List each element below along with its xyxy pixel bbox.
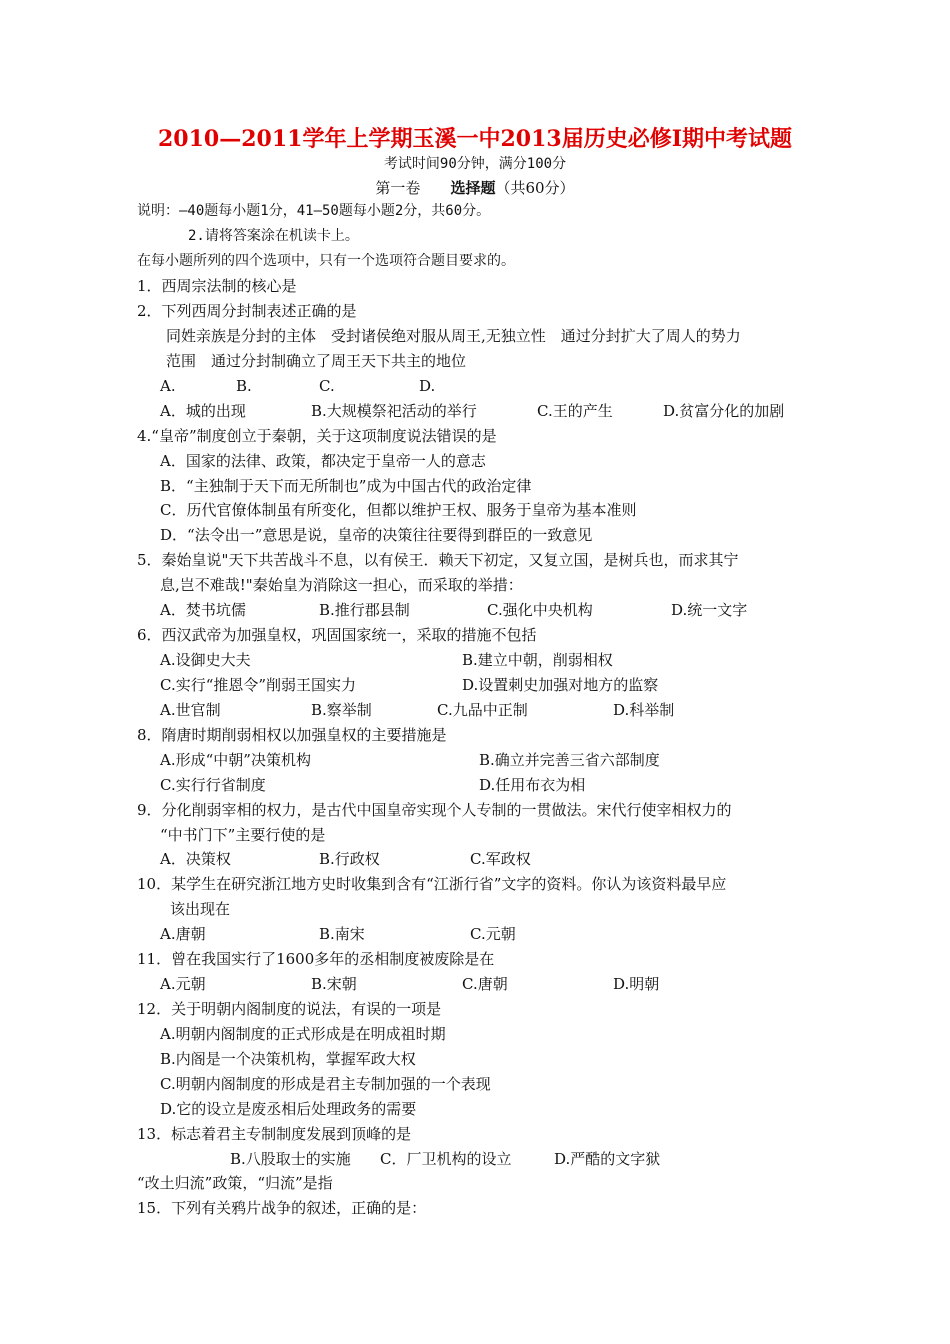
question-12-option-d: D.它的设立是废丞相后处理政务的需要 <box>160 1100 417 1118</box>
question-5-option-a: A．焚书坑儒 <box>160 601 246 619</box>
question-10-line-1: 10．某学生在研究浙江地方史时收集到含有“江浙行省”文字的资料。你认为该资料最早应 <box>137 875 727 893</box>
question-10-option-b: B.南宋 <box>319 925 365 943</box>
question-8-option-a: A.形成“中朝”决策机构 <box>160 751 311 769</box>
question-8-option-c: C.实行行省制度 <box>160 776 266 794</box>
question-5-line-2: 息,岂不难哉!"秦始皇为消除这一担心，而采取的举措： <box>160 576 523 594</box>
question-6-option-a: A.设御史大夫 <box>160 651 251 669</box>
question-11-option-d: D.明朝 <box>613 975 660 993</box>
section-prefix: 第一卷 <box>375 179 421 197</box>
question-6-option-d: D.设置刺史加强对地方的监察 <box>462 676 659 694</box>
question-13-option-d: D.严酷的文字狱 <box>554 1150 661 1168</box>
question-9-line-2: “中书门下”主要行使的是 <box>160 826 326 844</box>
question-3-option-d: D.贫富分化的加剧 <box>663 402 785 420</box>
instruction-3: 在每小题所列的四个选项中，只有一个选项符合题目要求的。 <box>137 253 515 269</box>
section-suffix: （共60分） <box>495 179 575 197</box>
question-12-option-b: B.内阁是一个决策机构，掌握军政大权 <box>160 1050 416 1068</box>
question-10-option-c: C.元朝 <box>470 925 516 943</box>
question-5-line-1: 5．秦始皇说"天下共苦战斗不息，以有侯王．赖天下初定，又复立国，是树兵也，而求其宁 <box>137 551 739 569</box>
question-9-line-1: 9．分化削弱宰相的权力，是古代中国皇帝实现个人专制的一贯做法。宋代行使宰相权力的 <box>137 801 732 819</box>
question-9-option-c: C.军政权 <box>470 850 531 868</box>
exam-subtitle: 考试时间90分钟，满分100分 <box>383 156 567 172</box>
question-5-option-b: B.推行郡县制 <box>319 601 410 619</box>
question-4: 4.“皇帝”制度创立于秦朝，关于这项制度说法错误的是 <box>137 427 497 445</box>
question-10-option-a: A.唐朝 <box>160 925 206 943</box>
question-13: 13．标志着君主专制制度发展到顶峰的是 <box>137 1125 412 1143</box>
question-2-statement-line-2: 范围 通过分封制确立了周王天下共主的地位 <box>166 352 467 370</box>
question-8-option-b: B.确立并完善三省六部制度 <box>479 751 660 769</box>
instruction-1: 说明：—40题每小题1分，41—50题每小题2分，共60分。 <box>137 203 491 219</box>
question-3-option-c: C.王的产生 <box>537 402 613 420</box>
section-name: 选择题 <box>450 179 496 197</box>
section-heading <box>0 177 950 198</box>
question-13-option-c: C．厂卫机构的设立 <box>380 1150 512 1168</box>
question-8: 8．隋唐时期削弱相权以加强皇权的主要措施是 <box>137 726 447 744</box>
question-9-option-a: A．决策权 <box>160 850 231 868</box>
question-2-option-c: C. <box>319 377 335 395</box>
question-12-option-c: C.明朝内阁制度的形成是君主专制加强的一个表现 <box>160 1075 491 1093</box>
question-2-option-b: B. <box>236 377 252 395</box>
question-4-option-b: B．“主独制于天下而无所制也”成为中国古代的政治定律 <box>160 477 532 495</box>
question-6: 6．西汉武帝为加强皇权，巩固国家统一，采取的措施不包括 <box>137 626 537 644</box>
exam-title: 2010—2011学年上学期玉溪一中2013届历史必修Ⅰ期中考试题 <box>158 126 792 152</box>
question-10-line-2: 该出现在 <box>170 900 231 918</box>
question-11-option-a: A.元朝 <box>160 975 206 993</box>
question-15: 15．下列有关鸦片战争的叙述，正确的是： <box>137 1199 427 1217</box>
question-5-option-c: C.强化中央机构 <box>487 601 593 619</box>
question-11-option-b: B.宋朝 <box>311 975 357 993</box>
question-5-option-d: D.统一文字 <box>671 601 748 619</box>
question-1: 1．西周宗法制的核心是 <box>137 277 297 295</box>
question-12-option-a: A.明朝内阁制度的正式形成是在明成祖时期 <box>160 1025 446 1043</box>
question-4-option-a: A．国家的法律、政策，都决定于皇帝一人的意志 <box>160 452 486 470</box>
question-2-statement-line-1: 同姓亲族是分封的主体 受封诸侯绝对服从周王,无独立性 通过分封扩大了周人的势力 <box>166 327 741 345</box>
question-6-option-c: C.实行“推恩令”削弱王国实力 <box>160 676 357 694</box>
question-7-option-c: C.九品中正制 <box>437 701 528 719</box>
question-12: 12．关于明朝内阁制度的说法，有误的一项是 <box>137 1000 442 1018</box>
question-14: “改土归流”政策，“归流”是指 <box>137 1174 333 1192</box>
question-7-option-a: A.世官制 <box>160 701 221 719</box>
question-11: 11．曾在我国实行了1600多年的丞相制度被废除是在 <box>137 950 495 968</box>
question-4-option-d: D．“法令出一”意思是说，皇帝的决策往往要得到群臣的一致意见 <box>160 526 593 544</box>
question-11-option-c: C.唐朝 <box>462 975 508 993</box>
question-3-option-b: B.大规模祭祀活动的举行 <box>311 402 477 420</box>
question-7-option-d: D.科举制 <box>613 701 675 719</box>
question-9-option-b: B.行政权 <box>319 850 380 868</box>
question-7-option-b: B.察举制 <box>311 701 372 719</box>
question-13-option-b: B.八股取士的实施 <box>230 1150 351 1168</box>
question-3-option-a: A．城的出现 <box>160 402 246 420</box>
question-8-option-d: D.任用布衣为相 <box>479 776 586 794</box>
question-2: 2．下列西周分封制表述正确的是 <box>137 302 357 320</box>
instruction-2: 2.请将答案涂在机读卡上。 <box>188 228 359 244</box>
question-2-option-d: D. <box>419 377 436 395</box>
question-2-option-a: A. <box>160 377 176 395</box>
question-4-option-c: C．历代官僚体制虽有所变化，但都以维护王权、服务于皇帝为基本准则 <box>160 501 637 519</box>
question-6-option-b: B.建立中朝，削弱相权 <box>462 651 613 669</box>
